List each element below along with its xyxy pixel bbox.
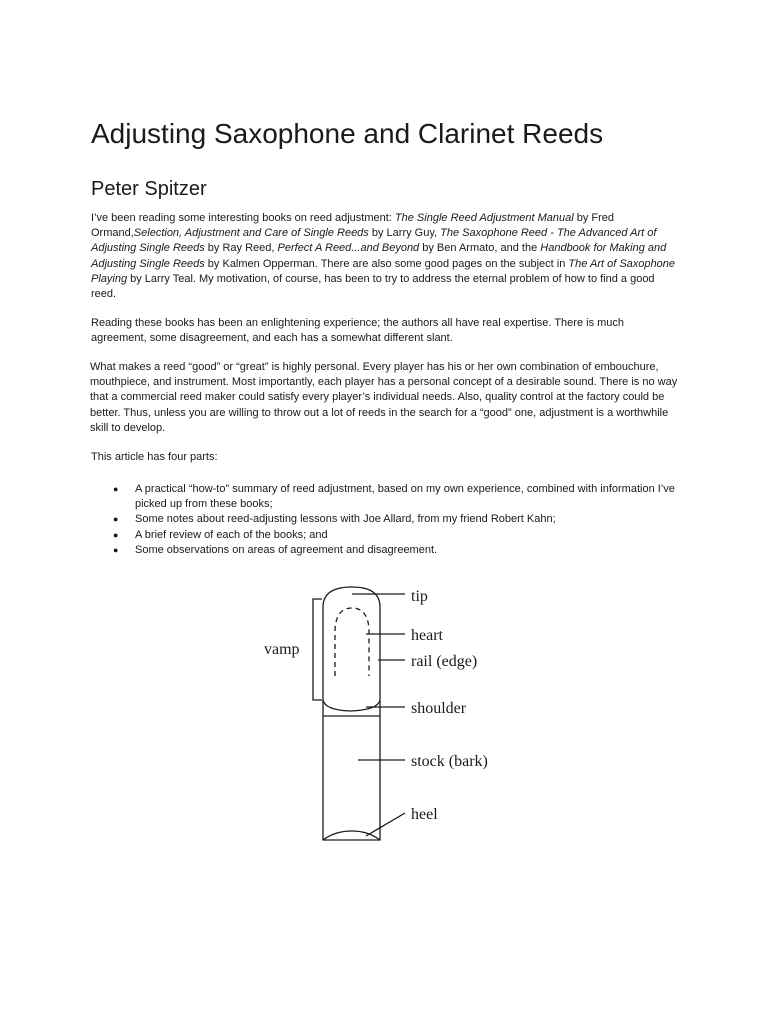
parts-intro-paragraph: This article has four parts:: [91, 451, 218, 463]
list-item-text: Some observations on areas of agreement and disagreement.: [135, 543, 438, 556]
stock-label: stock (bark): [411, 753, 488, 770]
intro-text: I’ve been reading some interesting books on reed adjustment:: [91, 212, 395, 224]
motivation-paragraph: What makes a reed “good” or “great” is highly personal. Every player has his or her own combination of embouchure, mouthpiece, and instrument. Most importantly, each player has a personal concept of a desirable sound. There is no way that a commercial reed maker could satisfy every player’s individual needs. Also, quality control at the factory could be better. Thus, unless you are willing to throw out a lot of reeds in the search for a “good” one, adjustment is a worthwhile skill to develop.: [90, 361, 678, 434]
list-item-text: A practical “how-to” summary of reed adjustment, based on my own experience, combined with information I’ve picked up from these books;: [135, 483, 675, 511]
vamp-curve: [323, 700, 380, 711]
heel-leader: [366, 813, 405, 836]
list-item-text: A brief review of each of the books; and: [135, 528, 328, 541]
intro-text: by Larry Teal. My motivation, of course, has been to try to address the eternal problem of how to find a good reed.: [91, 272, 655, 301]
book-title-text: Perfect A Reed...and Beyond: [277, 242, 420, 255]
heart-label: heart: [411, 627, 443, 644]
intro-text: by Ben Armato, and the: [419, 242, 541, 255]
shoulder-label: shoulder: [411, 700, 467, 717]
bullet-icon: ●: [113, 514, 119, 525]
author-name: Peter Spitzer: [91, 178, 207, 200]
tip-label: tip: [411, 588, 428, 605]
book-title-text: The Art of Saxophone Playing: [91, 257, 675, 285]
intro-text: by Kalmen Opperman. There are also some good pages on the subject in: [204, 257, 569, 270]
reed-outline: [323, 587, 380, 840]
heel-label: heel: [411, 806, 438, 823]
heart-outline: [335, 608, 369, 676]
intro-text: by Larry Guy,: [368, 227, 441, 240]
document-title: Adjusting Saxophone and Clarinet Reeds: [91, 118, 604, 149]
bullet-icon: ●: [113, 529, 119, 540]
book-title-text: The Single Reed Adjustment Manual: [394, 212, 574, 224]
list-item-text: Some notes about reed-adjusting lessons with Joe Allard, from my friend Robert Kahn;: [135, 513, 556, 526]
book-title-text: Handbook for Making and Adjusting Single Reeds: [91, 242, 667, 270]
rail-label: rail (edge): [411, 653, 478, 670]
intro-text: by Fred Ormand,: [91, 212, 615, 240]
book-title-text: The Saxophone Reed - The Advanced Art of Adjusting Single Reeds: [91, 227, 657, 255]
bullet-icon: ●: [113, 544, 119, 555]
experience-paragraph: Reading these books has been an enlightening experience; the authors all have real expertise. There is much agreement, some disagreement, and each has a somewhat different slant.: [91, 317, 625, 345]
vamp-bracket: [313, 599, 322, 700]
vamp-label: vamp: [264, 641, 300, 658]
intro-text: by Ray Reed,: [204, 242, 278, 255]
bullet-icon: ●: [113, 484, 119, 494]
book-title-text: Selection, Adjustment and Care of Single Reeds: [133, 227, 369, 240]
